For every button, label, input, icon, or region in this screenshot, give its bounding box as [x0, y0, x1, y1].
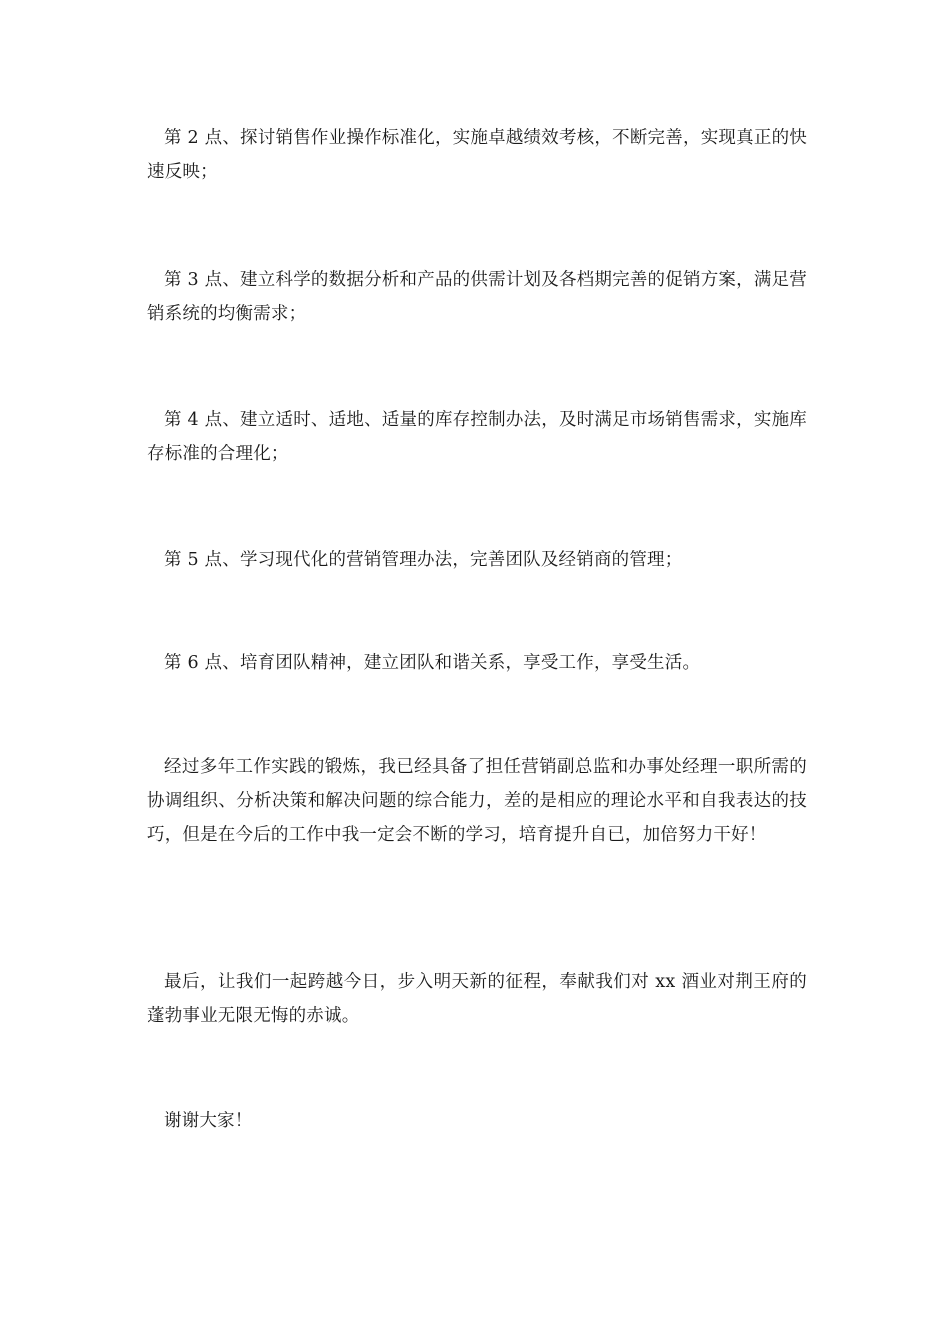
paragraph-point-6: 第 6 点、培育团队精神，建立团队和谐关系，享受工作，享受生活。 [164, 653, 701, 673]
paragraph-point-2: 第 2 点、探讨销售作业操作标准化，实施卓越绩效考核，不断完善，实现真正的快速反映； [147, 128, 807, 182]
paragraph-point-5: 第 5 点、学习现代化的营销管理办法，完善团队及经销商的管理； [164, 550, 683, 570]
paragraph-experience: 经过多年工作实践的锻炼，我已经具备了担任营销副总监和办事处经理一职所需的协调组织、分析决策和解决问题的综合能力，差的是相应的理论水平和自我表达的技巧，但是在今后的工作中我一定会不断的学习，培育提升自已，加倍努力干好！ [147, 757, 807, 845]
paragraph-point-3: 第 3 点、建立科学的数据分析和产品的供需计划及各档期完善的促销方案，满足营销系统的均衡需求； [147, 270, 807, 324]
paragraph-closing: 最后，让我们一起跨越今日，步入明天新的征程，奉献我们对 xx 酒业对荆王府的蓬勃事业无限无悔的赤诚。 [147, 972, 807, 1026]
paragraph-thanks: 谢谢大家！ [164, 1111, 253, 1131]
paragraph-point-4: 第 4 点、建立适时、适地、适量的库存控制办法，及时满足市场销售需求，实施库存标准的合理化； [147, 410, 807, 464]
